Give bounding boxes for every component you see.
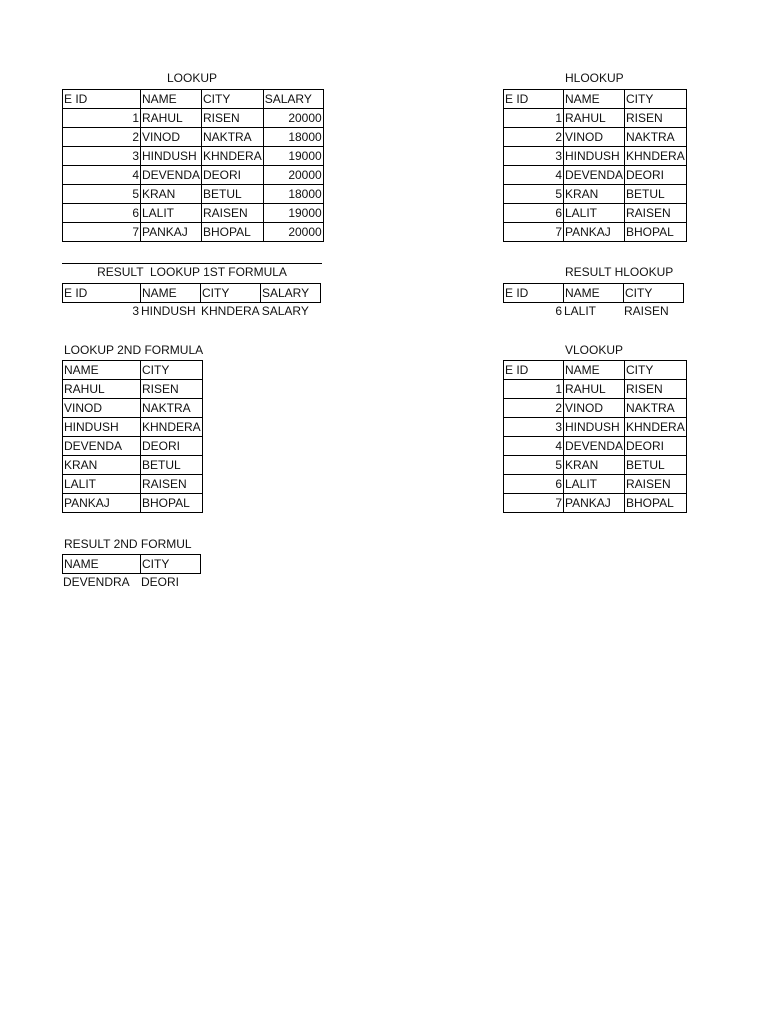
cell-city: RISEN	[625, 380, 687, 399]
header-cell: E ID	[504, 284, 564, 303]
result-2nd-header-table	[62, 554, 201, 574]
cell-name: HINDUSH	[564, 147, 625, 166]
cell-name: DEVENDA	[564, 166, 625, 185]
cell-salary: 19000	[263, 204, 323, 223]
cell-city: NAKTRA	[625, 128, 687, 147]
cell-name: RAHUL	[141, 109, 202, 128]
result-salary: SALARY	[261, 304, 309, 318]
cell-eid: 1	[504, 380, 564, 399]
result-hlookup-values	[503, 302, 683, 320]
result-row	[62, 302, 321, 320]
cell-city: DEORI	[625, 437, 687, 456]
result-row	[62, 573, 200, 591]
cell-city: BETUL	[625, 456, 687, 475]
cell-city: BHOPAL	[202, 223, 264, 242]
table-row	[63, 185, 324, 204]
header-cell: NAME	[63, 555, 141, 574]
table-row	[63, 223, 324, 242]
cell-name: VINOD	[564, 399, 625, 418]
table-row	[504, 109, 687, 128]
table-row	[63, 109, 324, 128]
header-cell: NAME	[141, 90, 202, 109]
cell-eid: 7	[504, 223, 564, 242]
cell-eid: 1	[504, 109, 564, 128]
table-row	[63, 494, 203, 513]
cell-city: RISEN	[141, 380, 203, 399]
table-row	[504, 223, 687, 242]
cell-salary: 20000	[263, 223, 323, 242]
cell-eid: 6	[504, 204, 564, 223]
cell-city: KHNDERA	[625, 147, 687, 166]
table-row	[504, 437, 687, 456]
cell-salary: 20000	[263, 109, 323, 128]
cell-eid: 3	[63, 147, 141, 166]
table-row	[63, 166, 324, 185]
table-row	[504, 380, 687, 399]
result-2nd-title: RESULT 2ND FORMUL	[64, 537, 192, 551]
vlookup-title: VLOOKUP	[565, 343, 624, 357]
header-row	[504, 361, 687, 380]
table-row	[504, 204, 687, 223]
result-hlookup-header-table	[503, 283, 684, 303]
header-cell: SALARY	[263, 90, 323, 109]
cell-city: BETUL	[202, 185, 264, 204]
cell-eid: 1	[63, 109, 141, 128]
lookup-2nd-table	[62, 360, 203, 513]
cell-name: PANKAJ	[564, 494, 625, 513]
cell-city: NAKTRA	[141, 399, 203, 418]
table-row	[63, 399, 203, 418]
cell-name: RAHUL	[63, 380, 141, 399]
result-row	[503, 302, 683, 320]
cell-name: PANKAJ	[63, 494, 141, 513]
cell-name: PANKAJ	[141, 223, 202, 242]
cell-name: VINOD	[564, 128, 625, 147]
cell-city: BETUL	[141, 456, 203, 475]
cell-name: HINDUSH	[564, 418, 625, 437]
cell-eid: 6	[504, 475, 564, 494]
hlookup-title: HLOOKUP	[565, 71, 624, 85]
cell-name: LALIT	[564, 475, 625, 494]
table-row	[504, 418, 687, 437]
table-row	[63, 128, 324, 147]
header-row	[63, 284, 321, 303]
cell-salary: 18000	[263, 185, 323, 204]
cell-city: BHOPAL	[141, 494, 203, 513]
cell-city: RAISEN	[625, 475, 687, 494]
cell-name: DEVENDA	[141, 166, 202, 185]
result-lookup-1st-title: RESULT LOOKUP 1ST FORMULA	[97, 265, 287, 279]
cell-name: KRAN	[63, 456, 141, 475]
header-cell: NAME	[63, 361, 141, 380]
header-row	[504, 90, 687, 109]
cell-eid: 4	[63, 166, 141, 185]
lookup-header-row	[63, 90, 324, 109]
vlookup-table	[503, 360, 687, 513]
table-row	[504, 147, 687, 166]
cell-city: NAKTRA	[202, 128, 264, 147]
cell-name: DEVENDA	[564, 437, 625, 456]
result-name: LALIT	[564, 304, 597, 318]
cell-city: KHNDERA	[625, 418, 687, 437]
table-row	[504, 494, 687, 513]
lookup-title: LOOKUP	[166, 71, 217, 85]
cell-name: VINOD	[141, 128, 202, 147]
header-cell: E ID	[63, 284, 141, 303]
cell-eid: 2	[504, 128, 564, 147]
header-row	[63, 555, 201, 574]
cell-city: RAISEN	[141, 475, 203, 494]
result-2nd-values	[62, 573, 200, 591]
cell-eid: 4	[504, 166, 564, 185]
cell-city: RAISEN	[202, 204, 264, 223]
result-eid: 6	[555, 304, 562, 318]
header-cell: CITY	[625, 361, 687, 380]
result-city: RAISEN	[624, 304, 669, 318]
table-row	[63, 204, 324, 223]
result-city: KHNDERA	[201, 304, 260, 318]
cell-name: HINDUSH	[141, 147, 202, 166]
cell-name: KRAN	[141, 185, 202, 204]
lookup-table	[62, 89, 324, 242]
result-name: HINDUSH	[141, 304, 196, 318]
cell-eid: 5	[504, 185, 564, 204]
cell-city: NAKTRA	[625, 399, 687, 418]
header-cell: NAME	[564, 90, 625, 109]
cell-name: KRAN	[564, 185, 625, 204]
header-cell: CITY	[141, 555, 201, 574]
header-cell: E ID	[63, 90, 141, 109]
cell-city: RISEN	[625, 109, 687, 128]
header-cell: CITY	[625, 90, 687, 109]
table-row	[63, 475, 203, 494]
cell-city: BHOPAL	[625, 494, 687, 513]
header-cell: CITY	[141, 361, 203, 380]
cell-name: KRAN	[564, 456, 625, 475]
cell-eid: 4	[504, 437, 564, 456]
header-cell: NAME	[141, 284, 201, 303]
table-row	[63, 418, 203, 437]
cell-salary: 19000	[263, 147, 323, 166]
result-lookup-1st-values	[62, 302, 321, 320]
hlookup-table	[503, 89, 687, 242]
cell-eid: 2	[63, 128, 141, 147]
cell-name: HINDUSH	[63, 418, 141, 437]
table-row	[63, 147, 324, 166]
table-row	[504, 456, 687, 475]
cell-city: DEORI	[625, 166, 687, 185]
table-row	[504, 128, 687, 147]
cell-eid: 6	[63, 204, 141, 223]
header-cell: SALARY	[261, 284, 321, 303]
cell-eid: 5	[504, 456, 564, 475]
table-row	[63, 437, 203, 456]
cell-eid: 7	[63, 223, 141, 242]
result-hlookup-title: RESULT HLOOKUP	[565, 265, 674, 279]
cell-eid: 3	[504, 147, 564, 166]
cell-name: VINOD	[63, 399, 141, 418]
cell-name: RAHUL	[564, 109, 625, 128]
header-cell: CITY	[201, 284, 261, 303]
header-cell: NAME	[564, 361, 625, 380]
table-row	[63, 456, 203, 475]
cell-name: LALIT	[141, 204, 202, 223]
header-row	[504, 284, 684, 303]
cell-name: PANKAJ	[564, 223, 625, 242]
table-row	[504, 399, 687, 418]
header-cell: NAME	[564, 284, 624, 303]
cell-city: RAISEN	[625, 204, 687, 223]
cell-name: RAHUL	[564, 380, 625, 399]
header-cell: E ID	[504, 90, 564, 109]
cell-eid: 7	[504, 494, 564, 513]
cell-salary: 18000	[263, 128, 323, 147]
result-city: DEORI	[141, 575, 180, 589]
cell-city: KHNDERA	[141, 418, 203, 437]
header-cell: E ID	[504, 361, 564, 380]
cell-city: BHOPAL	[625, 223, 687, 242]
table-row	[504, 166, 687, 185]
cell-city: KHNDERA	[202, 147, 264, 166]
cell-city: DEORI	[202, 166, 264, 185]
lookup-2nd-title: LOOKUP 2ND FORMULA	[64, 343, 204, 357]
table-row	[63, 380, 203, 399]
cell-city: DEORI	[141, 437, 203, 456]
cell-name: LALIT	[63, 475, 141, 494]
header-cell: CITY	[202, 90, 264, 109]
table-row	[504, 185, 687, 204]
cell-city: BETUL	[625, 185, 687, 204]
cell-city: RISEN	[202, 109, 264, 128]
header-cell: CITY	[624, 284, 684, 303]
table-row	[504, 475, 687, 494]
header-row	[63, 361, 203, 380]
result-name: DEVENDRA	[63, 575, 130, 589]
cell-name: LALIT	[564, 204, 625, 223]
cell-name: DEVENDA	[63, 437, 141, 456]
cell-eid: 3	[504, 418, 564, 437]
result-lookup-1st-header-table	[62, 283, 321, 303]
cell-salary: 20000	[263, 166, 323, 185]
result-eid: 3	[132, 304, 139, 318]
cell-eid: 5	[63, 185, 141, 204]
cell-eid: 2	[504, 399, 564, 418]
